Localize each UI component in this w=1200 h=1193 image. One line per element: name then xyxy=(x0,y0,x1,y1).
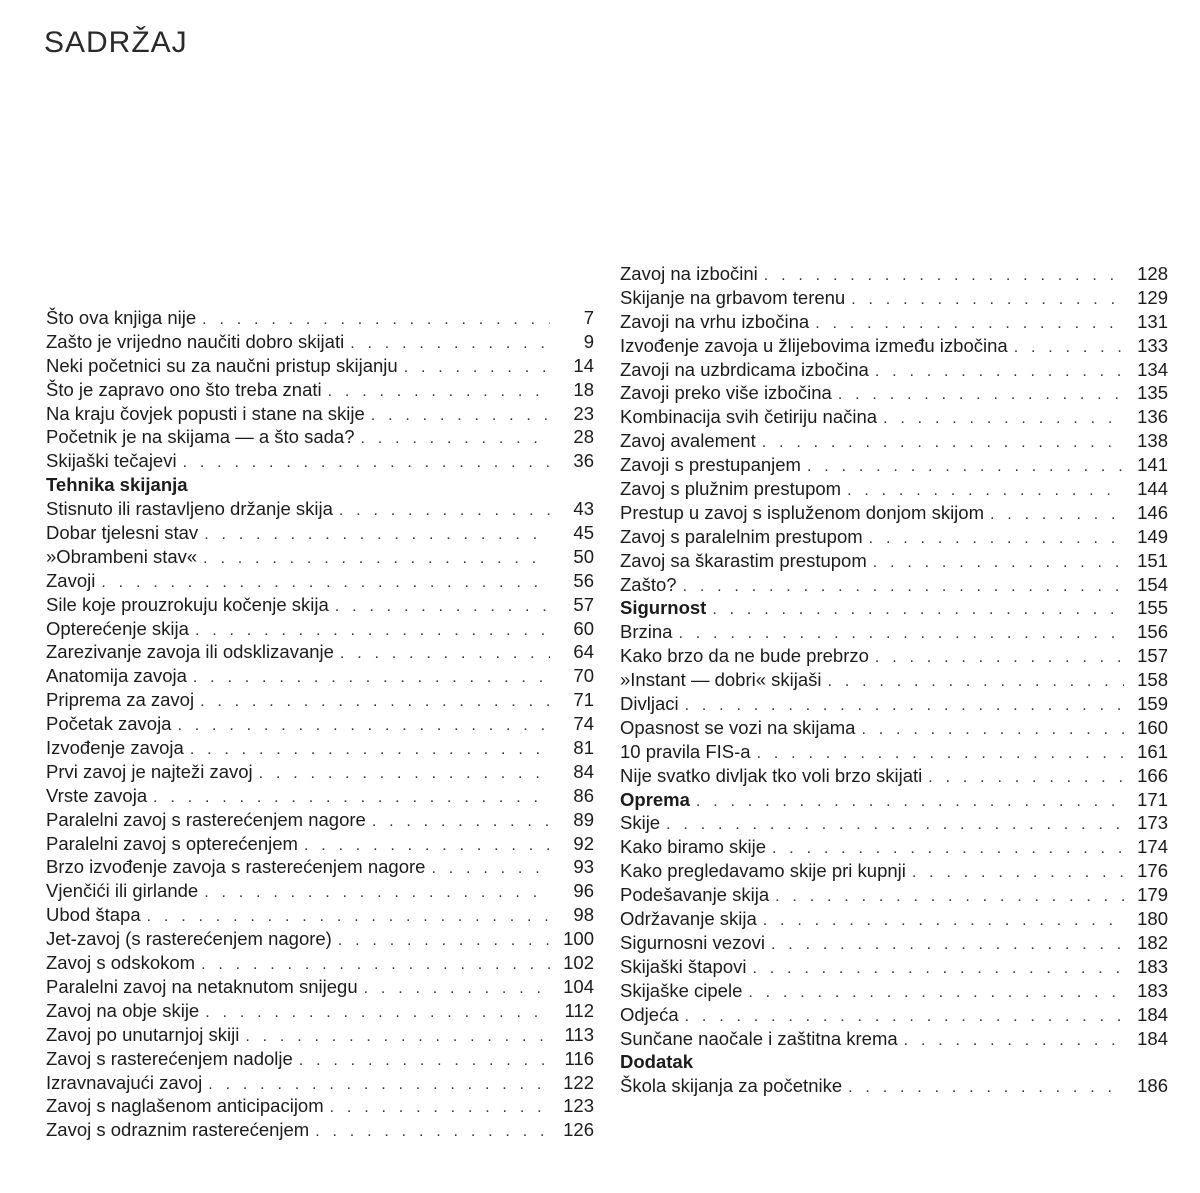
toc-page-number: 158 xyxy=(1137,669,1168,691)
toc-entry-title: Kako pregledavamo skije pri kupnji xyxy=(620,860,906,882)
toc-entry-title: Skijaški tečajevi xyxy=(46,450,177,472)
toc-leader-dots xyxy=(299,1049,550,1073)
toc-leader-dots xyxy=(330,1096,550,1120)
toc-entry xyxy=(46,999,594,1023)
toc-leader-dots xyxy=(335,595,550,619)
toc-entry xyxy=(620,477,1168,501)
toc-entry-title: Zašto? xyxy=(620,573,677,595)
toc-entry-title: Škola skijanja za početnike xyxy=(620,1075,843,1097)
toc-leader-dots xyxy=(757,742,1124,766)
toc-entry xyxy=(46,712,594,736)
toc-entry xyxy=(46,354,594,378)
toc-entry-title: »Obrambeni stav« xyxy=(46,545,198,567)
toc-entry xyxy=(620,381,1168,405)
toc-entry-title: Tehnika skijanja xyxy=(46,474,188,496)
toc-page-number: 144 xyxy=(1137,478,1168,500)
toc-page-number: 151 xyxy=(1137,549,1168,571)
toc-entry-title: Skijanje na grbavom terenu xyxy=(620,286,846,308)
toc-entry xyxy=(620,931,1168,955)
toc-entry xyxy=(46,879,594,903)
toc-entry-title: Početnik je na skijama — a što sada? xyxy=(46,426,355,448)
toc-entry-title: Vrste zavoja xyxy=(46,784,148,806)
toc-entry xyxy=(46,545,594,569)
toc-page-number: 28 xyxy=(573,426,594,448)
toc-entry xyxy=(46,927,594,951)
toc-entry xyxy=(46,784,594,808)
toc-leader-dots xyxy=(875,360,1124,384)
toc-entry xyxy=(620,644,1168,668)
toc-entry-title: Zavoj s plužnim prestupom xyxy=(620,478,842,500)
toc-leader-dots xyxy=(190,738,550,762)
toc-entry xyxy=(46,688,594,712)
toc-entry-title: Opasnost se vozi na skijama xyxy=(620,716,856,738)
toc-entry xyxy=(620,764,1168,788)
toc-page-number: 182 xyxy=(1137,931,1168,953)
toc-page-number: 183 xyxy=(1137,979,1168,1001)
toc-entry xyxy=(620,310,1168,334)
toc-entry-title: Izravnavajući zavoj xyxy=(46,1071,203,1093)
toc-entry-title: Sile koje prouzrokuju kočenje skija xyxy=(46,593,329,615)
toc-section-heading xyxy=(620,1050,1168,1074)
toc-entry-title: Na kraju čovjek popusti i stane na skije xyxy=(46,402,365,424)
toc-page-number: 23 xyxy=(573,402,594,424)
toc-entry-title: Skijaške cipele xyxy=(620,979,743,1001)
toc-entry-title: Zavoj s odraznim rasterećenjem xyxy=(46,1119,310,1141)
toc-entry xyxy=(620,1003,1168,1027)
toc-entry-title: Paralelni zavoj na netaknutom snijegu xyxy=(46,975,358,997)
toc-page-number: 45 xyxy=(573,522,594,544)
toc-entry-title: Zavoj na izbočini xyxy=(620,263,758,284)
toc-entry-title: Odjeća xyxy=(620,1003,679,1025)
toc-page-number: 92 xyxy=(573,832,594,854)
toc-page-number: 155 xyxy=(1137,597,1168,619)
toc-entry xyxy=(620,859,1168,883)
toc-leader-dots xyxy=(772,837,1124,861)
toc-entry-title: Zavoj avalement xyxy=(620,430,756,452)
toc-page-number: 161 xyxy=(1137,740,1168,762)
toc-leader-dots xyxy=(208,1073,550,1097)
toc-entry xyxy=(46,569,594,593)
toc-leader-dots xyxy=(361,427,551,451)
toc-page-number: 176 xyxy=(1137,860,1168,882)
toc-entry-title: Izvođenje zavoja xyxy=(46,737,184,759)
toc-entry-title: Zavoj s paralelnim prestupom xyxy=(620,525,863,547)
toc-page-number: 156 xyxy=(1137,621,1168,643)
toc-page-number: 154 xyxy=(1137,573,1168,595)
toc-entry-title: Podešavanje skija xyxy=(620,884,770,906)
toc-page-number: 18 xyxy=(573,378,594,400)
toc-page-number: 102 xyxy=(563,952,594,974)
toc-section-heading xyxy=(620,596,1168,620)
toc-entry-title: Dodatak xyxy=(620,1051,693,1073)
toc-entry xyxy=(620,525,1168,549)
toc-entry-title: Što je zapravo ono što treba znati xyxy=(46,378,322,400)
toc-entry xyxy=(620,286,1168,310)
toc-entry-title: Skijaški štapovi xyxy=(620,955,747,977)
toc-left-column xyxy=(46,306,594,1142)
toc-entry xyxy=(620,501,1168,525)
toc-entry-title: Zavoj s naglašenom anticipacijom xyxy=(46,1095,324,1117)
toc-leader-dots xyxy=(904,1029,1124,1053)
toc-leader-dots xyxy=(748,981,1124,1005)
toc-leader-dots xyxy=(815,312,1124,336)
toc-entry xyxy=(46,975,594,999)
toc-entry xyxy=(620,573,1168,597)
toc-page-number: 112 xyxy=(564,999,594,1021)
toc-leader-dots xyxy=(752,957,1124,981)
toc-page-number: 64 xyxy=(573,641,594,663)
toc-page-number: 84 xyxy=(573,760,594,782)
toc-leader-dots xyxy=(259,762,550,786)
toc-entry xyxy=(620,620,1168,644)
toc-page-number: 43 xyxy=(573,498,594,520)
toc-entry-title: Zavoj na obje skije xyxy=(46,999,200,1021)
toc-leader-dots xyxy=(828,670,1124,694)
toc-entry-title: Neki početnici su za naučni pristup skijanju xyxy=(46,354,398,376)
toc-entry-title: Zavoj s odskokom xyxy=(46,952,196,974)
toc-leader-dots xyxy=(838,383,1124,407)
toc-leader-dots xyxy=(847,479,1124,503)
toc-leader-dots xyxy=(204,881,550,905)
toc-entry xyxy=(46,903,594,927)
toc-entry xyxy=(46,855,594,879)
toc-entry-title: Divljaci xyxy=(620,693,679,715)
toc-leader-dots xyxy=(200,690,550,714)
toc-leader-dots xyxy=(431,857,550,881)
toc-page-number: 174 xyxy=(1137,836,1168,858)
toc-entry xyxy=(46,736,594,760)
toc-entry xyxy=(46,402,594,426)
toc-leader-dots xyxy=(990,503,1124,527)
toc-entry-title: Priprema za zavoj xyxy=(46,689,195,711)
toc-entry-title: Sunčane naočale i zaštitna krema xyxy=(620,1027,898,1049)
toc-entry-title: Početak zavoja xyxy=(46,713,172,735)
toc-entry-title: Što ova knjiga nije xyxy=(46,307,197,328)
toc-leader-dots xyxy=(1014,336,1124,360)
toc-page-number: 98 xyxy=(573,904,594,926)
toc-right-column xyxy=(620,262,1168,1098)
toc-leader-dots xyxy=(666,813,1124,837)
toc-entry-title: Zavoj s rasterećenjem nadolje xyxy=(46,1047,293,1069)
toc-entry xyxy=(46,378,594,402)
toc-page-number: 56 xyxy=(573,569,594,591)
toc-page-number: 180 xyxy=(1137,908,1168,930)
toc-leader-dots xyxy=(183,451,550,475)
toc-entry-title: Oprema xyxy=(620,788,690,810)
toc-leader-dots xyxy=(195,619,550,643)
toc-entry xyxy=(620,955,1168,979)
toc-entry-title: Održavanje skija xyxy=(620,908,757,930)
toc-entry-title: Zavoj sa škarastim prestupom xyxy=(620,549,867,571)
toc-leader-dots xyxy=(771,933,1124,957)
toc-page-number: 184 xyxy=(1137,1003,1168,1025)
toc-entry xyxy=(46,497,594,521)
toc-leader-dots xyxy=(205,1001,550,1025)
toc-page-number: 60 xyxy=(573,617,594,639)
toc-page-number: 149 xyxy=(1137,525,1168,547)
toc-leader-dots xyxy=(685,1005,1124,1029)
toc-leader-dots xyxy=(304,834,550,858)
toc-page-number: 50 xyxy=(573,545,594,567)
toc-page-number: 129 xyxy=(1137,286,1168,308)
toc-entry xyxy=(620,835,1168,859)
toc-page-number: 183 xyxy=(1137,955,1168,977)
toc-leader-dots xyxy=(696,790,1124,814)
toc-entry-title: Zavoj po unutarnjoj skiji xyxy=(46,1023,240,1045)
toc-entry-title: Kako brzo da ne bude prebrzo xyxy=(620,645,869,667)
toc-page-number: 14 xyxy=(573,354,594,376)
toc-leader-dots xyxy=(775,885,1124,909)
toc-entry xyxy=(620,549,1168,573)
toc-page-number: 166 xyxy=(1137,764,1168,786)
toc-leader-dots xyxy=(364,977,550,1001)
toc-leader-dots xyxy=(762,431,1124,455)
toc-leader-dots xyxy=(372,810,550,834)
toc-page-number: 179 xyxy=(1137,884,1168,906)
toc-page-number: 9 xyxy=(583,330,594,352)
toc-entry xyxy=(620,334,1168,358)
toc-entry-title: Brzina xyxy=(620,621,673,643)
toc-entry xyxy=(46,1071,594,1095)
toc-leader-dots xyxy=(928,766,1124,790)
toc-page-number: 104 xyxy=(563,975,594,997)
toc-entry-title: Zarezivanje zavoja ili odsklizavanje xyxy=(46,641,334,663)
toc-leader-dots xyxy=(861,718,1124,742)
toc-entry xyxy=(620,811,1168,835)
toc-entry xyxy=(46,664,594,688)
toc-leader-dots xyxy=(350,332,550,356)
toc-page-number: 131 xyxy=(1137,310,1168,332)
toc-leader-dots xyxy=(851,288,1124,312)
toc-leader-dots xyxy=(153,786,550,810)
toc-page-number: 133 xyxy=(1137,334,1168,356)
toc-leader-dots xyxy=(912,861,1124,885)
toc-entry xyxy=(620,429,1168,453)
toc-leader-dots xyxy=(371,404,550,428)
toc-entry-title: 10 pravila FIS-a xyxy=(620,740,751,762)
toc-entry-title: Prvi zavoj je najteži zavoj xyxy=(46,760,253,782)
toc-entry-title: Opterećenje skija xyxy=(46,617,189,639)
toc-entry xyxy=(46,593,594,617)
toc-entry xyxy=(46,1118,594,1142)
toc-page-number: 57 xyxy=(573,593,594,615)
toc-entry-title: Stisnuto ili rastavljeno držanje skija xyxy=(46,498,333,520)
toc-entry-title: Zavoji s prestupanjem xyxy=(620,454,801,476)
toc-page-number: 146 xyxy=(1137,501,1168,523)
toc-entry xyxy=(46,449,594,473)
toc-entry-title: Anatomija zavoja xyxy=(46,665,187,687)
toc-page-number: 157 xyxy=(1137,645,1168,667)
toc-page-number: 159 xyxy=(1137,693,1168,715)
toc-leader-dots xyxy=(404,356,550,380)
toc-leader-dots xyxy=(873,551,1124,575)
toc-page-number: 36 xyxy=(573,450,594,472)
toc-entry-title: Ubod štapa xyxy=(46,904,141,926)
toc-page-number: 93 xyxy=(573,856,594,878)
toc-page-number: 113 xyxy=(564,1023,594,1045)
toc-leader-dots xyxy=(712,598,1124,622)
toc-entry xyxy=(620,740,1168,764)
toc-entry xyxy=(46,832,594,856)
toc-entry-title: Vjenčići ili girlande xyxy=(46,880,199,902)
toc-entry-title: Izvođenje zavoja u žlijebovima između izbočina xyxy=(620,334,1008,356)
toc-leader-dots xyxy=(338,929,550,953)
toc-entry-title: Prestup u zavoj s ispluženom donjom skijom xyxy=(620,501,984,523)
toc-leader-dots xyxy=(245,1025,550,1049)
toc-page-number: 122 xyxy=(563,1071,594,1093)
toc-entry-title: Kombinacija svih četiriju načina xyxy=(620,406,878,428)
toc-entry-title: Kako biramo skije xyxy=(620,836,767,858)
toc-entry xyxy=(46,1023,594,1047)
toc-section-heading xyxy=(46,473,594,497)
toc-page-number: 100 xyxy=(563,928,594,950)
toc-entry-title: Paralelni zavoj s rasterećenjem nagore xyxy=(46,808,366,830)
toc-entry-title: »Instant — dobri« skijaši xyxy=(620,669,822,691)
toc-leader-dots xyxy=(764,264,1124,288)
toc-entry xyxy=(46,1094,594,1118)
toc-entry xyxy=(620,358,1168,382)
toc-page-number: 81 xyxy=(573,737,594,759)
toc-entry xyxy=(620,453,1168,477)
toc-page-number: 123 xyxy=(563,1095,594,1117)
toc-leader-dots xyxy=(177,714,550,738)
toc-entry xyxy=(620,716,1168,740)
toc-leader-dots xyxy=(678,622,1124,646)
toc-entry xyxy=(46,617,594,641)
toc-leader-dots xyxy=(203,547,550,571)
toc-entry-title: Paralelni zavoj s opterećenjem xyxy=(46,832,298,854)
toc-entry-title: Zavoji preko više izbočina xyxy=(620,382,832,404)
toc-leader-dots xyxy=(202,308,550,332)
toc-leader-dots xyxy=(340,642,550,666)
toc-entry-title: Dobar tjelesni stav xyxy=(46,522,199,544)
toc-leader-dots xyxy=(101,571,550,595)
toc-entry-title: Zašto je vrijedno naučiti dobro skijati xyxy=(46,330,345,352)
toc-page-number: 86 xyxy=(573,784,594,806)
toc-entry xyxy=(620,405,1168,429)
toc-page-number: 160 xyxy=(1137,716,1168,738)
toc-entry xyxy=(620,262,1168,286)
toc-leader-dots xyxy=(848,1076,1124,1100)
toc-entry xyxy=(620,668,1168,692)
toc-page-number: 126 xyxy=(563,1119,594,1141)
toc-leader-dots xyxy=(339,499,550,523)
toc-leader-dots xyxy=(204,523,550,547)
toc-leader-dots xyxy=(763,909,1124,933)
toc-page-number: 135 xyxy=(1137,382,1168,404)
toc-entry-title: Skije xyxy=(620,812,661,834)
toc-entry xyxy=(46,330,594,354)
toc-page-number: 7 xyxy=(583,307,594,328)
toc-page-number: 70 xyxy=(573,665,594,687)
toc-leader-dots xyxy=(147,905,550,929)
toc-entry-title: Nije svatko divljak tko voli brzo skijati xyxy=(620,764,923,786)
toc-page-number: 136 xyxy=(1137,406,1168,428)
toc-page-number: 138 xyxy=(1137,430,1168,452)
toc-page-number: 184 xyxy=(1137,1027,1168,1049)
toc-entry-title: Sigurnost xyxy=(620,597,707,619)
toc-leader-dots xyxy=(807,455,1124,479)
toc-page-number: 89 xyxy=(573,808,594,830)
toc-entry xyxy=(620,979,1168,1003)
toc-leader-dots xyxy=(685,694,1124,718)
toc-entry xyxy=(46,808,594,832)
toc-entry xyxy=(620,1027,1168,1051)
toc-page-number: 134 xyxy=(1137,358,1168,380)
toc-entry xyxy=(46,306,594,330)
toc-entry xyxy=(620,1074,1168,1098)
toc-entry xyxy=(46,521,594,545)
toc-section-heading xyxy=(620,788,1168,812)
toc-entry-title: Zavoji na vrhu izbočina xyxy=(620,310,810,332)
toc-entry xyxy=(620,883,1168,907)
toc-page-number: 141 xyxy=(1137,454,1168,476)
toc-entry xyxy=(620,692,1168,716)
toc-entry xyxy=(620,907,1168,931)
toc-entry-title: Zavoji xyxy=(46,569,96,591)
toc-leader-dots xyxy=(201,953,550,977)
toc-leader-dots xyxy=(883,407,1124,431)
page-title: SADRŽAJ xyxy=(44,26,188,59)
toc-entry xyxy=(46,760,594,784)
toc-entry xyxy=(46,425,594,449)
toc-leader-dots xyxy=(328,380,550,404)
toc-entry-title: Brzo izvođenje zavoja s rasterećenjem nagore xyxy=(46,856,426,878)
toc-page-number: 128 xyxy=(1137,263,1168,284)
toc-entry-title: Sigurnosni vezovi xyxy=(620,931,765,953)
toc-entry xyxy=(46,640,594,664)
toc-leader-dots xyxy=(315,1120,550,1144)
toc-page-number: 186 xyxy=(1137,1075,1168,1097)
toc-leader-dots xyxy=(193,666,550,690)
toc-page-number: 171 xyxy=(1137,788,1168,810)
toc-page-number: 74 xyxy=(573,713,594,735)
toc-entry-title: Zavoji na uzbrdicama izbočina xyxy=(620,358,869,380)
toc-entry xyxy=(46,1047,594,1071)
toc-leader-dots xyxy=(869,527,1124,551)
toc-leader-dots xyxy=(875,646,1124,670)
toc-page-number: 116 xyxy=(564,1047,594,1069)
toc-page-number: 71 xyxy=(573,689,594,711)
toc-leader-dots xyxy=(683,575,1124,599)
toc-entry xyxy=(46,951,594,975)
toc-entry-title: Jet-zavoj (s rasterećenjem nagore) xyxy=(46,928,332,950)
toc-page-number: 173 xyxy=(1137,812,1168,834)
toc-page-number: 96 xyxy=(573,880,594,902)
